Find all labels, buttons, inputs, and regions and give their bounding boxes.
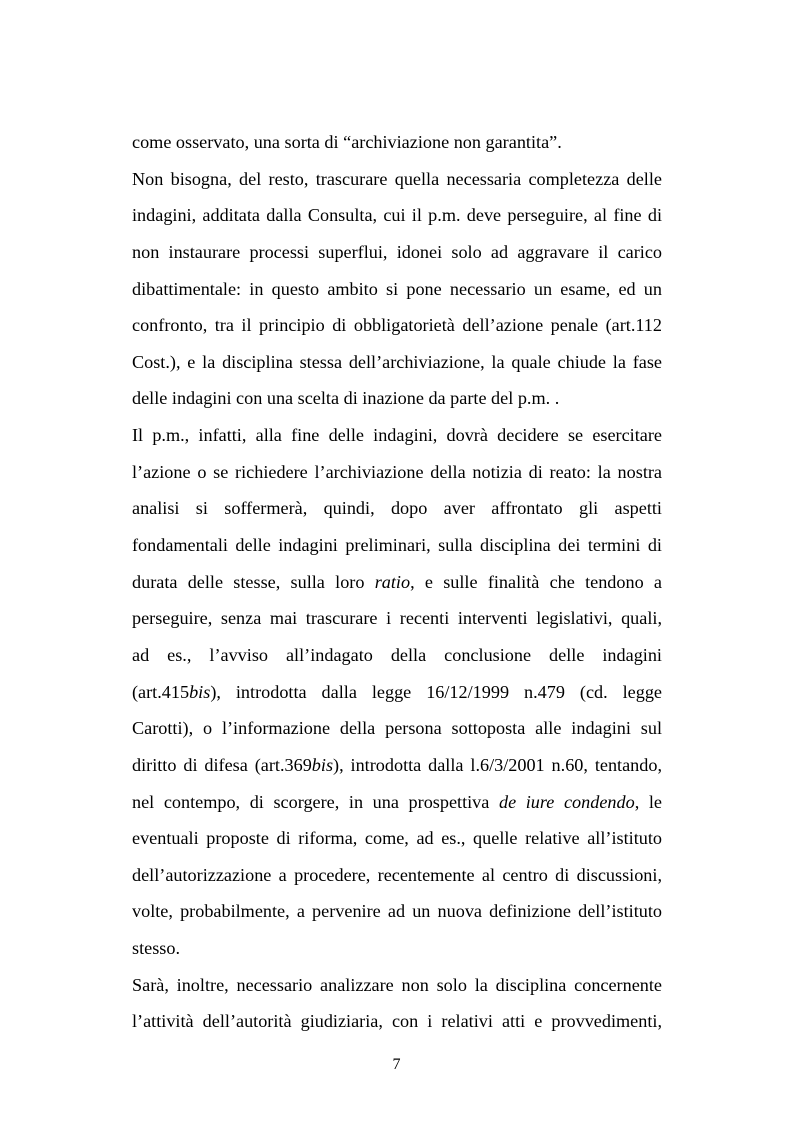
text-segment: delle indagini con una scelta di inazione da parte del p.m. . (132, 388, 560, 409)
text-segment: dibattimentale: in questo ambito si pone necessario un esame, ed un (132, 278, 662, 299)
text-line (132, 527, 662, 564)
text-segment: non instaurare processi superflui, idonei solo ad aggravare il carico (132, 241, 662, 262)
text-line (132, 417, 662, 454)
text-line (132, 784, 662, 821)
text-segment: Cost.), e la disciplina stessa dell’archiviazione, la quale chiude la fase (132, 351, 662, 372)
text-segment: analisi si soffermerà, quindi, dopo aver affrontato gli aspetti (132, 498, 662, 519)
text-segment: , le (634, 791, 662, 812)
text-line (132, 1003, 662, 1040)
text-line (132, 161, 662, 198)
text-line (132, 454, 662, 491)
text-line (132, 637, 662, 674)
text-line (132, 234, 662, 271)
text-line (132, 820, 662, 857)
text-line (132, 967, 662, 1004)
text-line (132, 271, 662, 308)
page-body-text (132, 124, 662, 1040)
text-segment: Carotti), o l’informazione della persona sottoposta alle indagini sul (132, 718, 662, 739)
text-segment: , e sulle finalità che tendono a (410, 571, 662, 592)
text-segment: indagini, additata dalla Consulta, cui il p.m. deve perseguire, al fine di (132, 205, 662, 226)
text-line (132, 380, 662, 417)
text-segment: ), introdotta dalla legge 16/12/1999 n.479 (cd. legge (210, 681, 662, 702)
text-segment: ), introdotta dalla l.6/3/2001 n.60, tentando, (333, 754, 662, 775)
text-segment: durata delle stesse, sulla loro (132, 571, 375, 592)
text-line (132, 600, 662, 637)
page-number: 7 (392, 1056, 401, 1073)
text-line (132, 857, 662, 894)
italic-term: ratio (374, 571, 411, 592)
text-segment: Sarà, inoltre, necessario analizzare non solo la disciplina concernente (132, 974, 662, 995)
text-segment: fondamentali delle indagini preliminari, sulla disciplina dei termini di (132, 535, 662, 556)
text-line (132, 564, 662, 601)
italic-term: bis (189, 681, 211, 702)
italic-term: de iure condendo (498, 791, 635, 812)
text-segment: l’azione o se richiedere l’archiviazione della notizia di reato: la nostra (132, 461, 662, 482)
text-segment: eventuali proposte di riforma, come, ad es., quelle relative all’istituto (132, 828, 662, 849)
text-segment: stesso. (132, 938, 180, 959)
text-segment: (art.415 (132, 681, 190, 702)
text-segment: perseguire, senza mai trascurare i recenti interventi legislativi, quali, (132, 608, 662, 629)
text-line (132, 674, 662, 711)
text-segment: l’attività dell’autorità giudiziaria, con i relativi atti e provvedimenti, (132, 1011, 662, 1032)
text-line (132, 124, 662, 161)
text-line (132, 747, 662, 784)
text-segment: nel contempo, di scorgere, in una prospettiva (132, 791, 499, 812)
text-line (132, 344, 662, 381)
text-line (132, 710, 662, 747)
text-segment: volte, probabilmente, a pervenire ad un nuova definizione dell’istituto (132, 901, 662, 922)
text-segment: Non bisogna, del resto, trascurare quella necessaria completezza delle (132, 168, 662, 189)
text-line (132, 930, 662, 967)
text-line (132, 490, 662, 527)
text-segment: confronto, tra il principio di obbligatorietà dell’azione penale (art.112 (132, 315, 662, 336)
text-segment: come osservato, una sorta di “archiviazione non garantita”. (132, 132, 562, 152)
text-line (132, 893, 662, 930)
text-line (132, 307, 662, 344)
text-segment: Il p.m., infatti, alla fine delle indagini, dovrà decidere se esercitare (132, 425, 662, 446)
text-line (132, 197, 662, 234)
italic-term: bis (311, 754, 334, 775)
text-segment: diritto di difesa (art.369 (132, 754, 312, 775)
text-segment: ad es., l’avviso all’indagato della conclusione delle indagini (132, 644, 662, 665)
text-segment: dell’autorizzazione a procedere, recentemente al centro di discussioni, (132, 864, 662, 885)
